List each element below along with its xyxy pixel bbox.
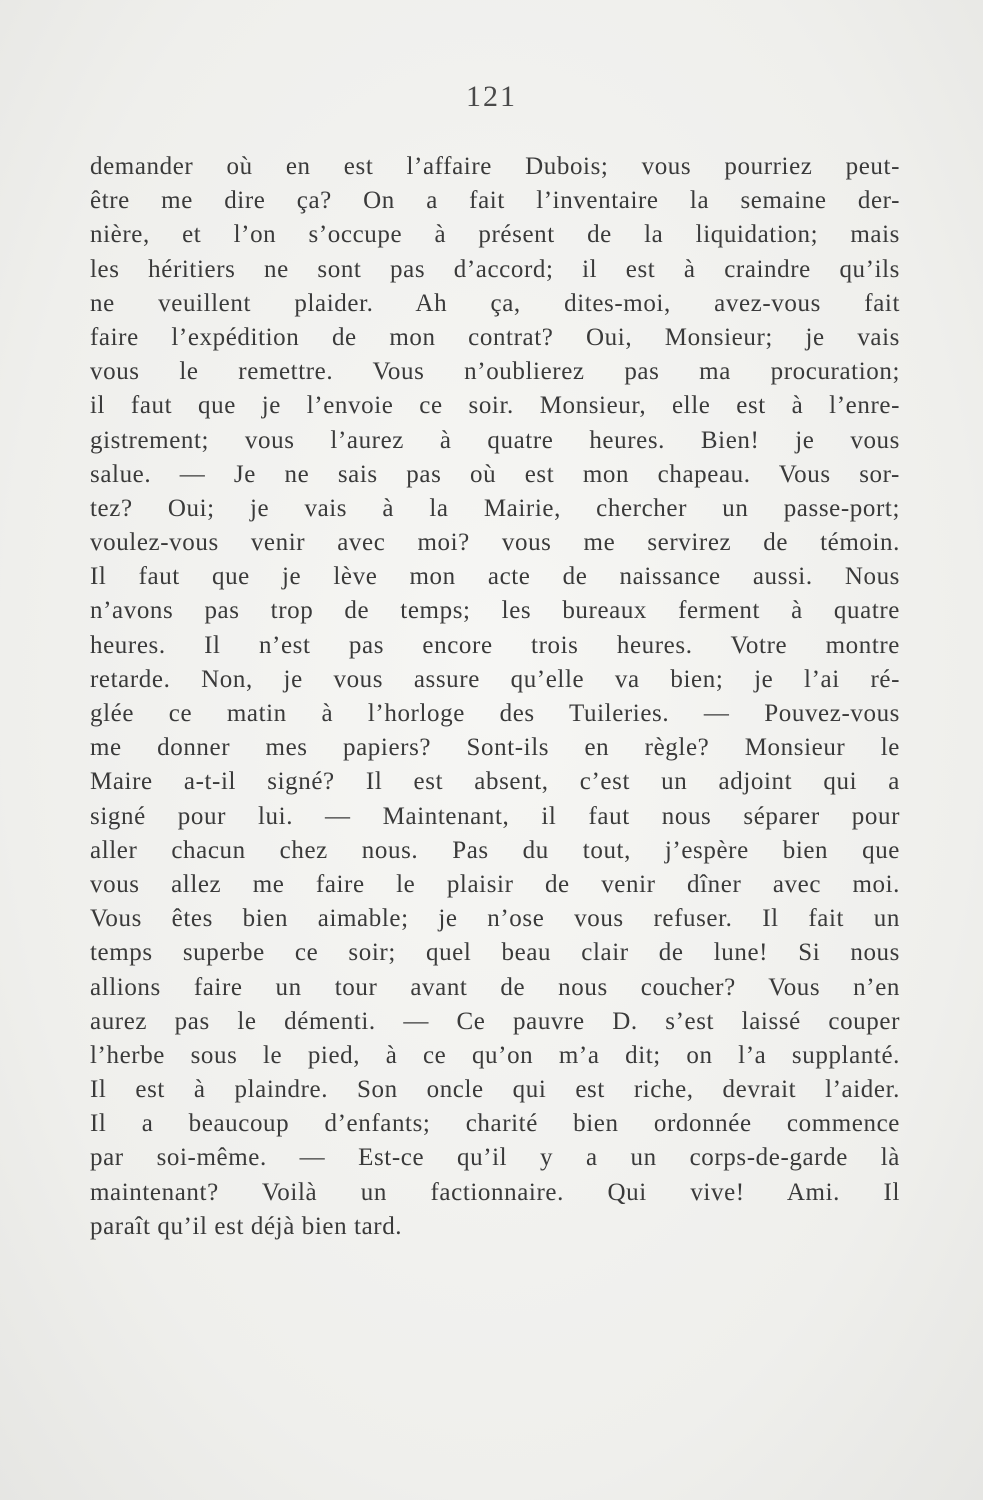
text-line: nière, et l’on s’occupe à présent de la liquidation; mais [90,221,900,249]
text-line: salue. — Je ne sais pas où est mon chapeau. Vous sor- [90,460,900,488]
text-line: temps superbe ce soir; quel beau clair de lune! Si nous [90,939,900,967]
text-line: signé pour lui. — Maintenant, il faut nous séparer pour [90,802,900,830]
page-number: 121 [466,80,517,113]
text-line: il faut que je l’envoie ce soir. Monsieur, elle est à l’enre- [90,392,900,420]
text-line: aller chacun chez nous. Pas du tout, j’espère bien que [90,836,900,864]
text-line: être me dire ça? On a fait l’inventaire la semaine der- [90,187,900,215]
text-line: demander où en est l’affaire Dubois; vous pourriez peut- [90,153,900,180]
text-line: Maire a-t-il signé? Il est absent, c’est un adjoint qui a [90,768,900,796]
text-line: maintenant? Voilà un factionnaire. Qui vive! Ami. Il [90,1178,900,1206]
text-line: Il est à plaindre. Son oncle qui est riche, devrait l’aider. [90,1076,900,1104]
text-line: n’avons pas trop de temps; les bureaux ferment à quatre [90,597,900,625]
text-line: Il faut que je lève mon acte de naissance aussi. Nous [90,563,900,591]
text-line-last: paraît qu’il est déjà bien tard. [90,1212,403,1240]
text-line: aurez pas le démenti. — Ce pauvre D. s’est laissé couper [90,1007,900,1035]
text-line: retarde. Non, je vous assure qu’elle va bien; je l’ai ré- [90,665,900,693]
text-line: Il a beaucoup d’enfants; charité bien ordonnée commence [90,1110,900,1138]
text-line: l’herbe sous le pied, à ce qu’on m’a dit; on l’a supplanté. [90,1041,900,1069]
text-line: tez? Oui; je vais à la Mairie, chercher un passe-port; [90,494,900,522]
text-line: Vous êtes bien aimable; je n’ose vous refuser. Il fait un [90,905,900,933]
text-line: faire l’expédition de mon contrat? Oui, Monsieur; je vais [90,323,900,351]
text-line: glée ce matin à l’horloge des Tuileries. — Pouvez-vous [90,700,900,727]
text-line: les héritiers ne sont pas d’accord; il est à craindre qu’ils [90,255,900,283]
text-line: heures. Il n’est pas encore trois heures. Votre montre [90,631,900,659]
text-line: allions faire un tour avant de nous coucher? Vous n’en [90,973,900,1001]
text-line: ne veuillent plaider. Ah ça, dites-moi, avez-vous fait [90,289,900,317]
text-line: voulez-vous venir avec moi? vous me servirez de témoin. [90,529,900,557]
body-text [90,150,900,1244]
text-line: vous allez me faire le plaisir de venir dîner avec moi. [90,870,900,898]
text-line: gistrement; vous l’aurez à quatre heures. Bien! je vous [90,426,900,454]
text-line: me donner mes papiers? Sont-ils en règle? Monsieur le [90,734,900,762]
text-line: par soi-même. — Est-ce qu’il y a un corps-de-garde là [90,1144,900,1172]
text-line: vous le remettre. Vous n’oublierez pas ma procuration; [90,358,900,386]
